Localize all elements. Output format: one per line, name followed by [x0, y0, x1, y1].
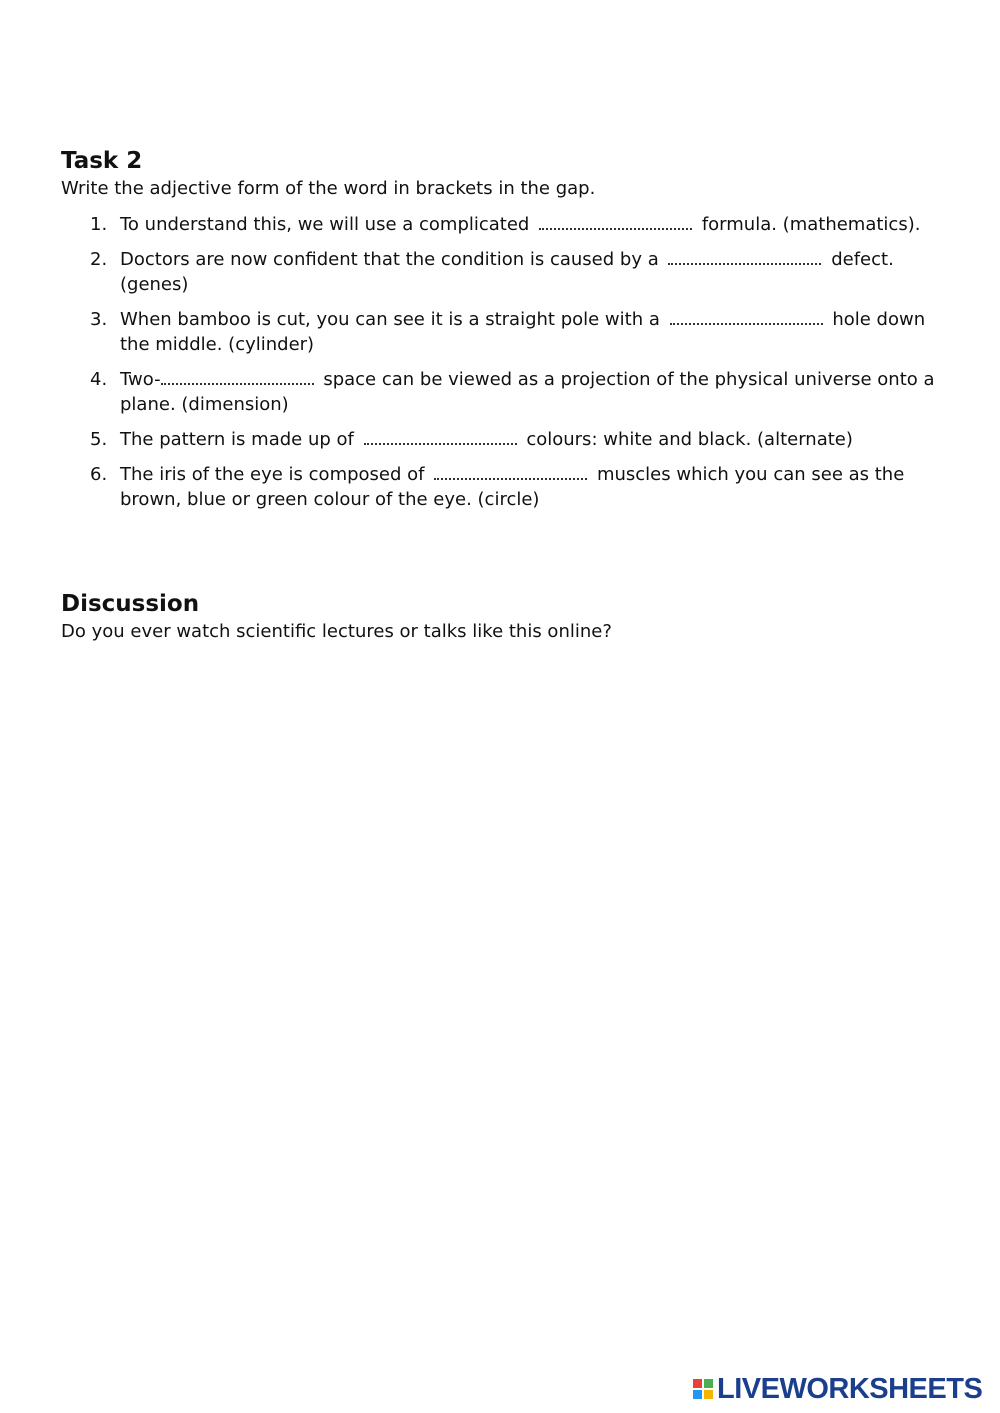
item-text-before: To understand this, we will use a complicated — [120, 214, 530, 235]
exercise-item-1 — [61, 212, 941, 237]
task-title: Task 2 — [61, 148, 143, 174]
logo-badge-icon — [693, 1379, 713, 1399]
exercise-item-4 — [61, 367, 941, 417]
exercise-item-2 — [61, 247, 941, 297]
answer-gap-6[interactable] — [434, 470, 587, 480]
item-text-before: Two- — [120, 369, 161, 390]
answer-gap-3[interactable] — [670, 315, 823, 325]
discussion-section — [61, 589, 941, 644]
item-text-before: When bamboo is cut, you can see it is a straight pole with a — [120, 309, 660, 330]
task-instruction: Write the adjective form of the word in brackets in the gap. — [61, 178, 596, 199]
item-text-after: space can be viewed as a projection of the physical universe onto a plane. (dimension) — [120, 369, 935, 415]
logo-text: LIVEWORKSHEETS — [717, 1373, 983, 1405]
item-text-after: defect. (genes) — [120, 249, 894, 295]
task-section — [61, 146, 941, 522]
item-number: 6. — [90, 464, 108, 485]
item-text-before: The iris of the eye is composed of — [120, 464, 425, 485]
item-text-before: Doctors are now confident that the condition is caused by a — [120, 249, 659, 270]
item-text-after: formula. (mathematics). — [701, 214, 921, 235]
item-text-after: muscles which you can see as the brown, blue or green colour of the eye. (circle) — [120, 464, 905, 510]
item-text-before: The pattern is made up of — [120, 429, 354, 450]
item-number: 1. — [90, 214, 108, 235]
logo-block-v — [693, 1390, 702, 1399]
liveworksheets-logo — [693, 1373, 982, 1405]
discussion-title: Discussion — [61, 591, 200, 617]
item-number: 3. — [90, 309, 108, 330]
exercise-list — [61, 212, 941, 512]
answer-gap-1[interactable] — [539, 220, 692, 230]
exercise-item-6 — [61, 462, 941, 512]
answer-gap-5[interactable] — [364, 435, 517, 445]
item-text-after: hole down the middle. (cylinder) — [120, 309, 926, 355]
exercise-item-5 — [61, 427, 941, 452]
discussion-question: Do you ever watch scientific lectures or talks like this online? — [61, 621, 612, 642]
logo-block-l — [693, 1379, 702, 1388]
logo-block-i — [704, 1379, 713, 1388]
item-number: 5. — [90, 429, 108, 450]
item-number: 2. — [90, 249, 108, 270]
logo-block-e — [704, 1390, 713, 1399]
answer-gap-4[interactable] — [161, 375, 314, 385]
item-number: 4. — [90, 369, 108, 390]
exercise-item-3 — [61, 307, 941, 357]
item-text-after: colours: white and black. (alternate) — [526, 429, 853, 450]
answer-gap-2[interactable] — [668, 255, 821, 265]
